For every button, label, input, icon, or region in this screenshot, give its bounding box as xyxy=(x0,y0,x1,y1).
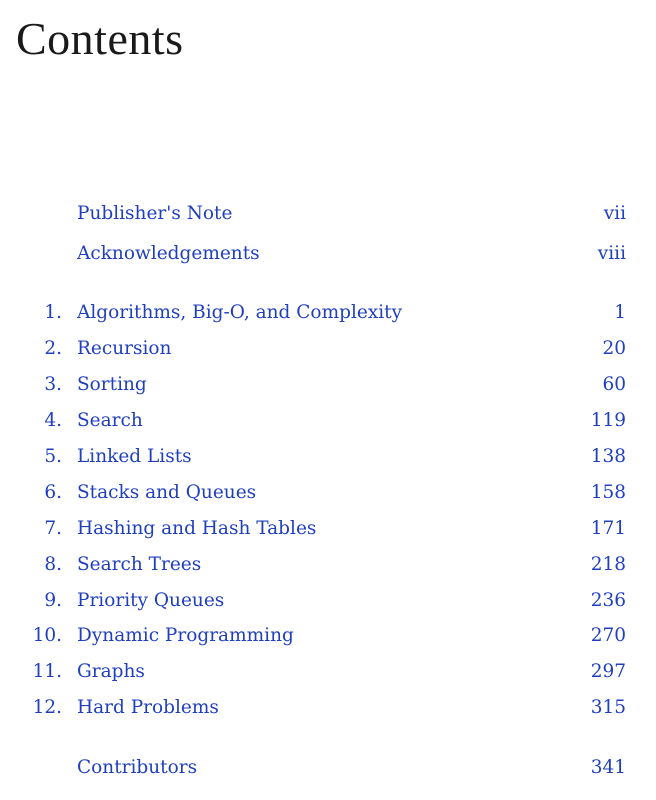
toc-entry-title[interactable]: Publisher's Note xyxy=(77,203,233,224)
toc-entry-number: 8. xyxy=(44,554,62,575)
toc-entry-page[interactable]: 138 xyxy=(590,446,626,467)
toc-entry-page[interactable]: 315 xyxy=(590,697,626,718)
toc-entry-title[interactable]: Hard Problems xyxy=(77,697,219,718)
toc-entry-title[interactable]: Stacks and Queues xyxy=(77,482,257,503)
toc-entry-number: 12. xyxy=(32,697,62,718)
toc-entry-number: 11. xyxy=(32,661,62,682)
toc-entry-number: 6. xyxy=(44,482,62,503)
toc-entry-contributors[interactable] xyxy=(0,754,656,782)
toc-entry-chapter-8[interactable] xyxy=(0,551,656,579)
toc-entry-title[interactable]: Graphs xyxy=(77,661,145,682)
toc-entry-page[interactable]: vii xyxy=(603,203,626,224)
toc-entry-chapter-1[interactable] xyxy=(0,299,656,327)
toc-entry-chapter-7[interactable] xyxy=(0,515,656,543)
toc-entry-title[interactable]: Algorithms, Big-O, and Complexity xyxy=(77,302,403,323)
toc-entry-chapter-10[interactable] xyxy=(0,622,656,650)
toc-entry-chapter-2[interactable] xyxy=(0,335,656,363)
toc-entry-number: 7. xyxy=(44,518,62,539)
toc-entry-chapter-9[interactable] xyxy=(0,587,656,615)
toc-entry-number: 2. xyxy=(44,338,62,359)
toc-entry-page[interactable]: 341 xyxy=(590,757,626,778)
toc-entry-title[interactable]: Hashing and Hash Tables xyxy=(77,518,317,539)
toc-entry-page[interactable]: 218 xyxy=(590,554,626,575)
toc-entry-number: 4. xyxy=(44,410,62,431)
toc-entry-acknowledgements[interactable] xyxy=(0,240,656,268)
toc-entry-page[interactable]: 158 xyxy=(590,482,626,503)
toc-entry-number: 1. xyxy=(44,302,62,323)
toc-entry-page[interactable]: 236 xyxy=(590,590,626,611)
toc-entry-title[interactable]: Search Trees xyxy=(77,554,202,575)
toc-entry-page[interactable]: 60 xyxy=(602,374,626,395)
toc-entry-title[interactable]: Acknowledgements xyxy=(77,243,260,264)
toc-entry-number: 9. xyxy=(44,590,62,611)
toc-entry-chapter-11[interactable] xyxy=(0,658,656,686)
toc-entry-chapter-12[interactable] xyxy=(0,694,656,722)
toc-entry-chapter-6[interactable] xyxy=(0,479,656,507)
toc-entry-chapter-4[interactable] xyxy=(0,407,656,435)
toc-entry-number: 3. xyxy=(44,374,62,395)
toc-entry-number: 10. xyxy=(32,625,62,646)
toc-entry-page[interactable]: 20 xyxy=(602,338,626,359)
toc-entry-page[interactable]: 297 xyxy=(590,661,626,682)
toc-entry-title[interactable]: Dynamic Programming xyxy=(77,625,294,646)
toc-entry-title[interactable]: Sorting xyxy=(77,374,147,395)
toc-entry-title[interactable]: Linked Lists xyxy=(77,446,192,467)
page-title: Contents xyxy=(16,13,184,64)
toc-entry-chapter-5[interactable] xyxy=(0,443,656,471)
toc-entry-page[interactable]: 119 xyxy=(590,410,626,431)
toc-entry-title[interactable]: Priority Queues xyxy=(77,590,225,611)
toc-entry-page[interactable]: viii xyxy=(597,243,626,264)
toc-entry-title[interactable]: Recursion xyxy=(77,338,172,359)
toc-entry-title[interactable]: Search xyxy=(77,410,143,431)
toc-entry-page[interactable]: 171 xyxy=(590,518,626,539)
toc-entry-publishers-note[interactable] xyxy=(0,200,656,228)
toc-entry-title[interactable]: Contributors xyxy=(77,757,198,778)
toc-entry-page[interactable]: 1 xyxy=(614,302,626,323)
toc-entry-page[interactable]: 270 xyxy=(590,625,626,646)
toc-entry-chapter-3[interactable] xyxy=(0,371,656,399)
toc-entry-number: 5. xyxy=(44,446,62,467)
